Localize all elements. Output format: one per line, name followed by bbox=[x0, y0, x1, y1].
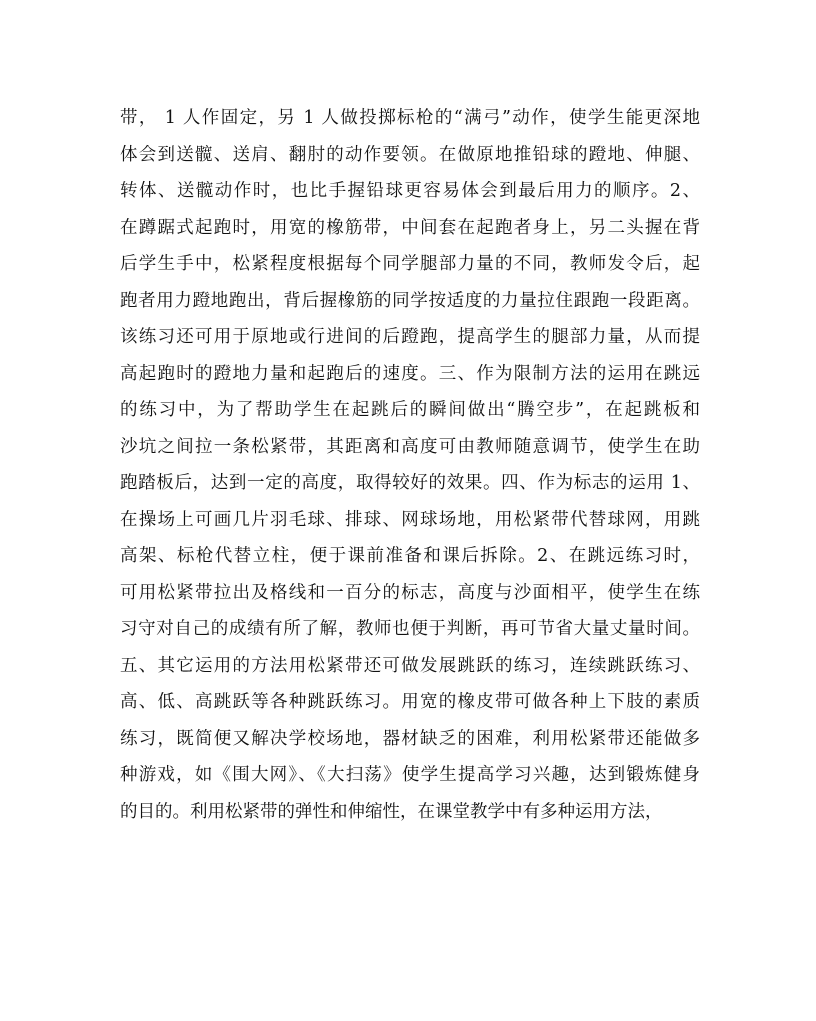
text-line: 后学生手中，松紧程度根据每个同学腿部力量的不同，教师发令后，起 bbox=[120, 254, 700, 274]
text-line: 高架、标枪代替立柱，便于课前准备和课后拆除。2、在跳远练习时， bbox=[120, 546, 700, 566]
text-line: 体会到送髋、送肩、翻肘的动作要领。在做原地推铅球的蹬地、伸腿、 bbox=[120, 144, 700, 165]
text-line: 该练习还可用于原地或行进间的后蹬跑，提高学生的腿部力量，从而提 bbox=[120, 327, 700, 347]
text-line: 跑踏板后，达到一定的高度，取得较好的效果。四、作为标志的运用 1、 bbox=[120, 473, 700, 493]
text-line: 的目的。利用松紧带的弹性和伸缩性，在课堂教学中有多种运用方法， bbox=[120, 801, 663, 822]
text-line: 练习，既简便又解决学校场地，器材缺乏的困难，利用松紧带还能做多 bbox=[120, 728, 700, 749]
text-line: 的练习中，为了帮助学生在起跳后的瞬间做出“腾空步”，在起跳板和 bbox=[120, 400, 700, 420]
text-line: 种游戏，如《围大网》、《大扫荡》使学生提高学习兴趣，达到锻炼健身 bbox=[120, 765, 700, 785]
text-line: 高、低、高跳跃等各种跳跃练习。用宽的橡皮带可做各种上下肢的素质 bbox=[120, 692, 700, 712]
text-line: 转体、送髋动作时，也比手握铅球更容易体会到最后用力的顺序。2、 bbox=[120, 181, 700, 201]
text-line: 可用松紧带拉出及格线和一百分的标志，高度与沙面相平，使学生在练 bbox=[120, 582, 700, 603]
text-line: 在蹲踞式起跑时，用宽的橡筋带，中间套在起跑者身上，另二头握在背 bbox=[120, 217, 700, 238]
text-line: 在操场上可画几片羽毛球、排球、网球场地，用松紧带代替球网，用跳 bbox=[120, 509, 700, 530]
body-text bbox=[120, 100, 700, 830]
text-line: 沙坑之间拉一条松紧带，其距离和高度可由教师随意调节，使学生在助 bbox=[120, 436, 700, 457]
text-line: 习守对自己的成绩有所了解，教师也便于判断，再可节省大量丈量时间。 bbox=[120, 619, 700, 639]
text-line: 跑者用力蹬地跑出，背后握橡筋的同学按适度的力量拉住跟跑一段距离。 bbox=[120, 290, 700, 311]
text-line: 五、其它运用的方法用松紧带还可做发展跳跃的练习，连续跳跃练习、 bbox=[120, 655, 700, 676]
text-line: 带， 1 人作固定，另 1 人做投掷标枪的“满弓”动作，使学生能更深地 bbox=[120, 108, 700, 128]
text-line: 高起跑时的蹬地力量和起跑后的速度。三、作为限制方法的运用在跳远 bbox=[120, 363, 700, 384]
